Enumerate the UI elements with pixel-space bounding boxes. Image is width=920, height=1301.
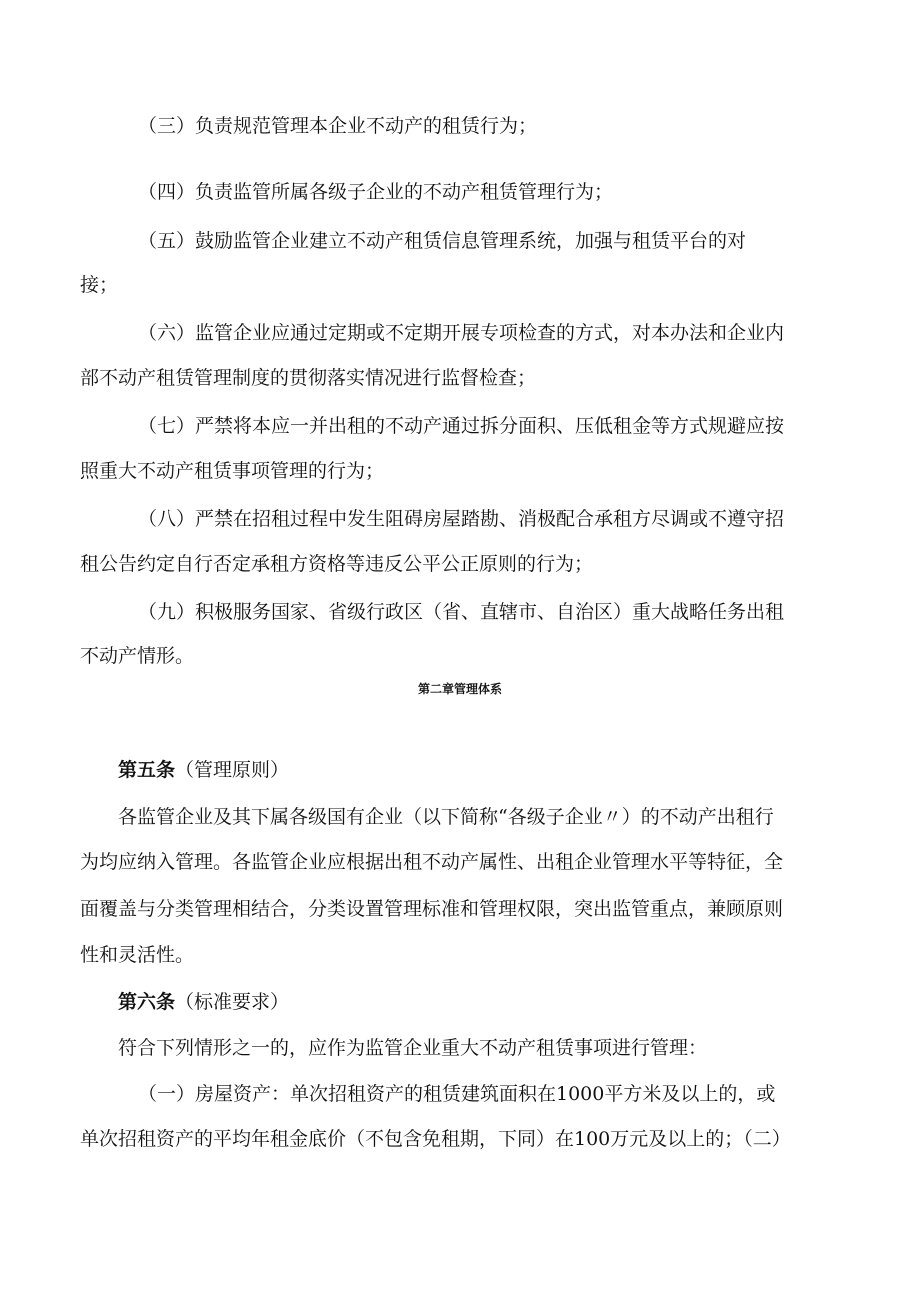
clause-4: （四）负责监管所属各级子企业的不动产租赁管理行为； <box>138 181 614 203</box>
article-5-title: （管理原则） <box>175 759 290 781</box>
clause-3: （三）负责规范管理本企业不动产的租赁行为； <box>138 115 538 137</box>
article-6-line-1: 符合下列情形之一的，应作为监管企业重大不动产租赁事项进行管理： <box>118 1037 708 1059</box>
article-5-line-2: 为均应纳入管理。各监管企业应根据出租不动产属性、出租企业管理水平等特征，全 <box>80 851 784 873</box>
article-6-line-2: （一）房屋资产：单次招租资产的租赁建筑面积在1000平方米及以上的，或 <box>138 1083 776 1105</box>
clause-6-line-1: （六）监管企业应通过定期或不定期开展专项检查的方式，对本办法和企业内 <box>138 322 785 344</box>
article-6-heading <box>118 990 289 1014</box>
clause-6-line-2: 部不动产租赁管理制度的贯彻落实情况进行监督检查； <box>80 367 537 389</box>
chapter-title: 第二章管理体系 <box>417 682 502 696</box>
clause-8-line-1: （八）严禁在招租过程中发生阻碍房屋踏勘、消极配合承租方尽调或不遵守招 <box>138 508 785 530</box>
clause-5-line-1: （五）鼓励监管企业建立不动产租赁信息管理系统，加强与租赁平台的对 <box>138 230 747 252</box>
clause-7-line-1: （七）严禁将本应一并出租的不动产通过拆分面积、压低租金等方式规避应按 <box>138 415 785 437</box>
clause-9-line-2: 不动产情形。 <box>80 645 195 667</box>
clause-9-line-1: （九）积极服务国家、省级行政区（省、直辖市、自治区）重大战略任务出租 <box>138 601 785 623</box>
clause-7-line-2: 照重大不动产租赁事项管理的行为； <box>80 460 385 482</box>
article-5-line-3: 面覆盖与分类管理相结合，分类设置管理标准和管理权限，突出监管重点，兼顾原则 <box>80 898 784 920</box>
article-6-label: 第六条 <box>118 991 176 1013</box>
article-5-line-4: 性和灵活性。 <box>80 944 195 966</box>
article-6-line-3: 单次招租资产的平均年租金底价（不包含免租期，下同）在100万元及以上的；（二） <box>80 1128 791 1150</box>
article-5-heading <box>118 758 289 782</box>
article-6-title: （标准要求） <box>175 991 290 1013</box>
clause-5-line-2: 接； <box>80 274 119 296</box>
article-5-line-1: 各监管企业及其下属各级国有企业（以下简称“各级子企业〃）的不动产出租行 <box>118 806 774 828</box>
article-5-label: 第五条 <box>118 759 176 781</box>
clause-8-line-2: 租公告约定自行否定承租方资格等违反公平公正原则的行为； <box>80 553 594 575</box>
